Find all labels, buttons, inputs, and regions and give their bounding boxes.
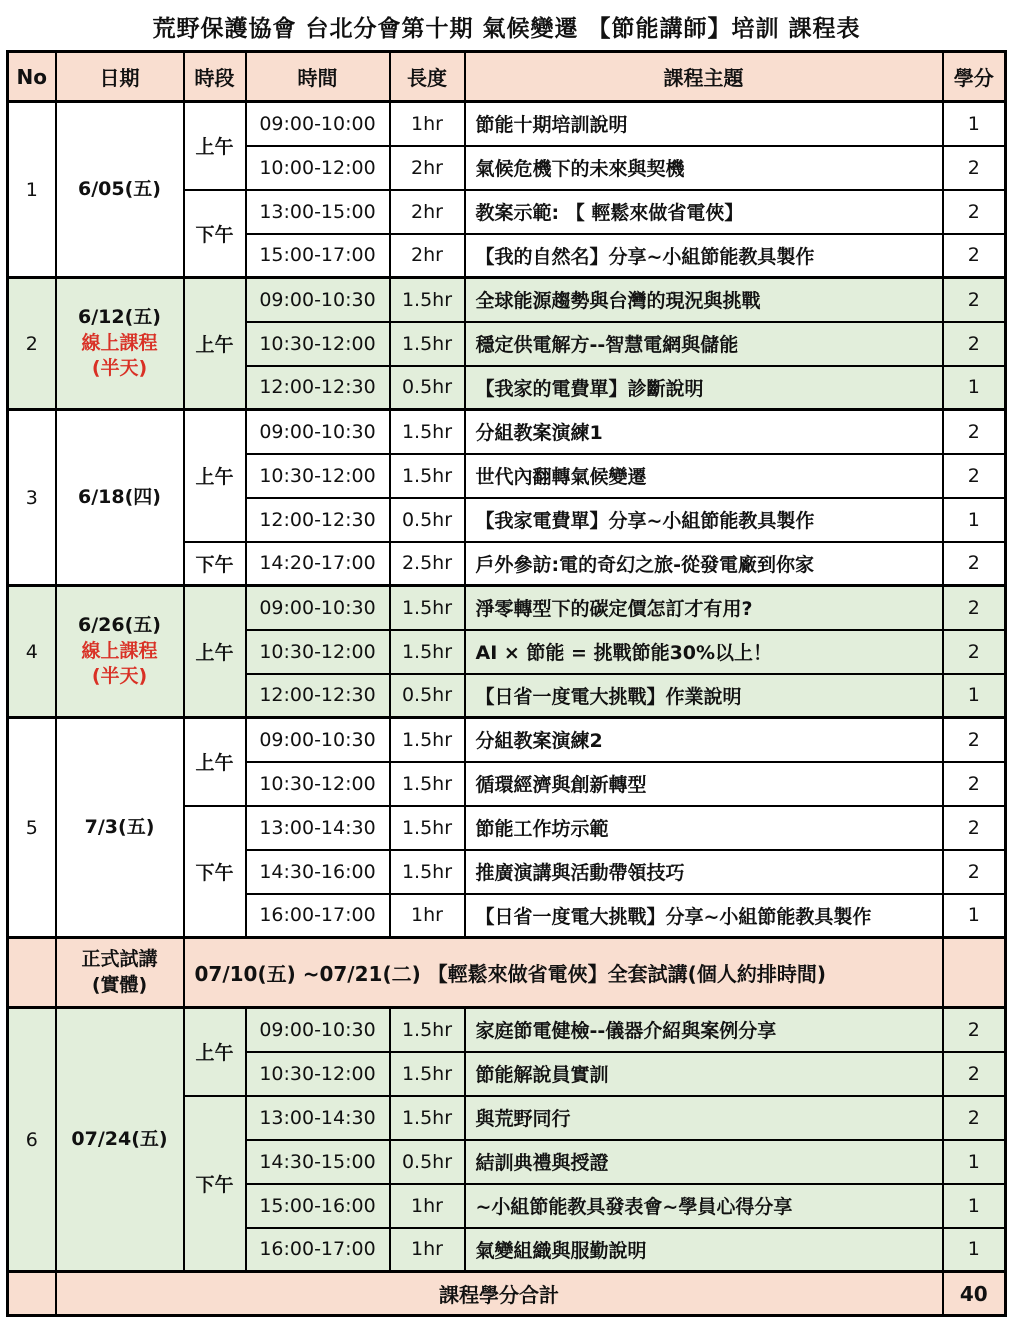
special-row: [8, 938, 1006, 1008]
time-cell: 10:30-12:00: [246, 630, 390, 674]
topic-cell: 結訓典禮與授證: [465, 1140, 943, 1184]
length-cell: 1.5hr: [390, 806, 465, 850]
time-cell: 13:00-15:00: [246, 190, 390, 234]
period-cell: 上午: [184, 102, 246, 190]
date-line-online: (半天): [91, 665, 148, 688]
time-cell: 10:00-12:00: [246, 146, 390, 190]
credit-cell: 2: [943, 1096, 1006, 1140]
period-cell: 上午: [184, 586, 246, 718]
no-cell: 4: [8, 586, 56, 718]
length-cell: 1hr: [390, 1184, 465, 1228]
topic-cell: 【日省一度電大挑戰】作業說明: [465, 674, 943, 718]
length-cell: 2.5hr: [390, 542, 465, 586]
total-credit-cell: 40: [943, 1272, 1006, 1316]
credit-cell: 2: [943, 146, 1006, 190]
credit-cell: [943, 938, 1006, 1008]
header-row: [8, 52, 1006, 102]
course-row: [8, 278, 1006, 322]
length-cell: 1hr: [390, 102, 465, 146]
length-cell: 1hr: [390, 894, 465, 938]
no-cell: [8, 938, 56, 1008]
header-topic: 課程主題: [465, 52, 943, 102]
length-cell: 1hr: [390, 1228, 465, 1272]
course-row: [8, 718, 1006, 762]
credit-cell: 2: [943, 1052, 1006, 1096]
time-cell: 09:00-10:30: [246, 718, 390, 762]
time-cell: 09:00-10:30: [246, 1008, 390, 1052]
section-5: [8, 718, 1006, 938]
credit-cell: 1: [943, 498, 1006, 542]
course-row: [8, 410, 1006, 454]
date-line-online: 線上課程: [81, 331, 158, 354]
length-cell: 1.5hr: [390, 586, 465, 630]
time-cell: 09:00-10:00: [246, 102, 390, 146]
header-no: No: [8, 52, 56, 102]
length-cell: 2hr: [390, 234, 465, 278]
credit-cell: 1: [943, 102, 1006, 146]
section-4: [8, 586, 1006, 718]
total-section: [8, 1272, 1006, 1316]
length-cell: 0.5hr: [390, 498, 465, 542]
topic-cell: 氣變組織與服勤說明: [465, 1228, 943, 1272]
header-period: 時段: [184, 52, 246, 102]
date-line: 6/05(五): [78, 177, 161, 200]
time-cell: 09:00-10:30: [246, 586, 390, 630]
date-line-online: (半天): [91, 357, 148, 380]
period-cell: 上午: [184, 718, 246, 806]
date-line: 6/26(五): [78, 614, 161, 637]
length-cell: 0.5hr: [390, 366, 465, 410]
period-cell: 下午: [184, 542, 246, 586]
time-cell: 16:00-17:00: [246, 894, 390, 938]
topic-cell: 世代內翻轉氣候變遷: [465, 454, 943, 498]
course-row: [8, 586, 1006, 630]
date-cell: [56, 102, 184, 278]
no-cell: [8, 1272, 56, 1316]
credit-cell: 1: [943, 366, 1006, 410]
time-cell: 09:00-10:30: [246, 410, 390, 454]
length-cell: 2hr: [390, 190, 465, 234]
topic-cell: 【我家電費單】分享~小組節能教具製作: [465, 498, 943, 542]
length-cell: 1.5hr: [390, 718, 465, 762]
credit-cell: 2: [943, 1008, 1006, 1052]
no-cell: 3: [8, 410, 56, 586]
topic-cell: 分組教案演練1: [465, 410, 943, 454]
time-cell: 12:00-12:30: [246, 498, 390, 542]
topic-cell: 全球能源趨勢與台灣的現況與挑戰: [465, 278, 943, 322]
time-cell: 10:30-12:00: [246, 454, 390, 498]
topic-cell: 分組教案演練2: [465, 718, 943, 762]
course-row: [8, 102, 1006, 146]
topic-cell: 循環經濟與創新轉型: [465, 762, 943, 806]
credit-cell: 1: [943, 1140, 1006, 1184]
topic-cell: 推廣演講與活動帶領技巧: [465, 850, 943, 894]
date-cell: [56, 938, 184, 1008]
date-line: 6/18(四): [78, 485, 161, 508]
course-row: [8, 1008, 1006, 1052]
length-cell: 1.5hr: [390, 762, 465, 806]
credit-cell: 2: [943, 278, 1006, 322]
topic-cell: 【我家的電費單】診斷說明: [465, 366, 943, 410]
topic-cell: 戶外參訪:電的奇幻之旅-從發電廠到你家: [465, 542, 943, 586]
length-cell: 1.5hr: [390, 410, 465, 454]
date-cell: [56, 278, 184, 410]
section-1: [8, 102, 1006, 278]
credit-cell: 2: [943, 586, 1006, 630]
no-cell: 5: [8, 718, 56, 938]
time-cell: 14:20-17:00: [246, 542, 390, 586]
date-line: 7/3(五): [84, 815, 155, 838]
special-content-cell: 07/10(五) ~07/21(二) 【輕鬆來做省電俠】全套試講(個人約排時間): [184, 938, 943, 1008]
time-cell: 10:30-12:00: [246, 1052, 390, 1096]
formal-rehearsal-section: [8, 938, 1006, 1008]
time-cell: 12:00-12:30: [246, 674, 390, 718]
period-cell: 下午: [184, 806, 246, 938]
topic-cell: 教案示範: 【 輕鬆來做省電俠】: [465, 190, 943, 234]
time-cell: 14:30-15:00: [246, 1140, 390, 1184]
footer-row: [8, 1272, 1006, 1316]
course-table: [6, 50, 1007, 1317]
time-cell: 10:30-12:00: [246, 322, 390, 366]
time-cell: 15:00-16:00: [246, 1184, 390, 1228]
credit-cell: 1: [943, 674, 1006, 718]
date-line: 07/24(五): [71, 1127, 168, 1150]
header-date: 日期: [56, 52, 184, 102]
topic-cell: 淨零轉型下的碳定價怎訂才有用?: [465, 586, 943, 630]
length-cell: 1.5hr: [390, 1008, 465, 1052]
credit-cell: 2: [943, 190, 1006, 234]
section-6: [8, 1008, 1006, 1272]
length-cell: 1.5hr: [390, 278, 465, 322]
credit-cell: 1: [943, 1184, 1006, 1228]
credit-cell: 2: [943, 762, 1006, 806]
date-line-online: 線上課程: [81, 639, 158, 662]
period-cell: 上午: [184, 1008, 246, 1096]
date-line: 6/12(五): [78, 306, 161, 329]
footer-label-cell: 課程學分合計: [56, 1272, 943, 1316]
topic-cell: 氣候危機下的未來與契機: [465, 146, 943, 190]
date-line: (實體): [91, 973, 148, 996]
topic-cell: 節能工作坊示範: [465, 806, 943, 850]
time-cell: 13:00-14:30: [246, 806, 390, 850]
date-cell: [56, 718, 184, 938]
topic-cell: 家庭節電健檢--儀器介紹與案例分享: [465, 1008, 943, 1052]
length-cell: 0.5hr: [390, 1140, 465, 1184]
page-title: 荒野保護協會 台北分會第十期 氣候變遷 【節能講師】培訓 課程表: [152, 16, 861, 42]
time-cell: 14:30-16:00: [246, 850, 390, 894]
credit-cell: 2: [943, 410, 1006, 454]
length-cell: 2hr: [390, 146, 465, 190]
header-credit: 學分: [943, 52, 1006, 102]
topic-cell: 【日省一度電大挑戰】分享~小組節能教具製作: [465, 894, 943, 938]
time-cell: 16:00-17:00: [246, 1228, 390, 1272]
topic-cell: 節能十期培訓說明: [465, 102, 943, 146]
header-length: 長度: [390, 52, 465, 102]
date-cell: [56, 410, 184, 586]
credit-cell: 2: [943, 630, 1006, 674]
length-cell: 1.5hr: [390, 630, 465, 674]
credit-cell: 2: [943, 542, 1006, 586]
time-cell: 13:00-14:30: [246, 1096, 390, 1140]
time-cell: 12:00-12:30: [246, 366, 390, 410]
credit-cell: 2: [943, 850, 1006, 894]
date-cell: [56, 1008, 184, 1272]
date-cell: [56, 586, 184, 718]
period-cell: 上午: [184, 278, 246, 410]
length-cell: 0.5hr: [390, 674, 465, 718]
topic-cell: AI × 節能 = 挑戰節能30%以上！: [465, 630, 943, 674]
credit-cell: 2: [943, 234, 1006, 278]
time-cell: 09:00-10:30: [246, 278, 390, 322]
section-2: [8, 278, 1006, 410]
period-cell: 下午: [184, 190, 246, 278]
length-cell: 1.5hr: [390, 1096, 465, 1140]
length-cell: 1.5hr: [390, 850, 465, 894]
credit-cell: 2: [943, 322, 1006, 366]
no-cell: 6: [8, 1008, 56, 1272]
no-cell: 1: [8, 102, 56, 278]
topic-cell: 與荒野同行: [465, 1096, 943, 1140]
period-cell: 上午: [184, 410, 246, 542]
length-cell: 1.5hr: [390, 322, 465, 366]
no-cell: 2: [8, 278, 56, 410]
credit-cell: 2: [943, 806, 1006, 850]
credit-cell: 1: [943, 1228, 1006, 1272]
section-3: [8, 410, 1006, 586]
header-time: 時間: [246, 52, 390, 102]
time-cell: 10:30-12:00: [246, 762, 390, 806]
topic-cell: 節能解說員實訓: [465, 1052, 943, 1096]
length-cell: 1.5hr: [390, 1052, 465, 1096]
topic-cell: 穩定供電解方--智慧電網與儲能: [465, 322, 943, 366]
length-cell: 1.5hr: [390, 454, 465, 498]
period-cell: 下午: [184, 1096, 246, 1272]
credit-cell: 2: [943, 718, 1006, 762]
credit-cell: 1: [943, 894, 1006, 938]
topic-cell: ~小組節能教具發表會~學員心得分享: [465, 1184, 943, 1228]
time-cell: 15:00-17:00: [246, 234, 390, 278]
topic-cell: 【我的自然名】分享~小組節能教具製作: [465, 234, 943, 278]
credit-cell: 2: [943, 454, 1006, 498]
table-header: [8, 52, 1006, 102]
date-line: 正式試講: [81, 947, 158, 970]
